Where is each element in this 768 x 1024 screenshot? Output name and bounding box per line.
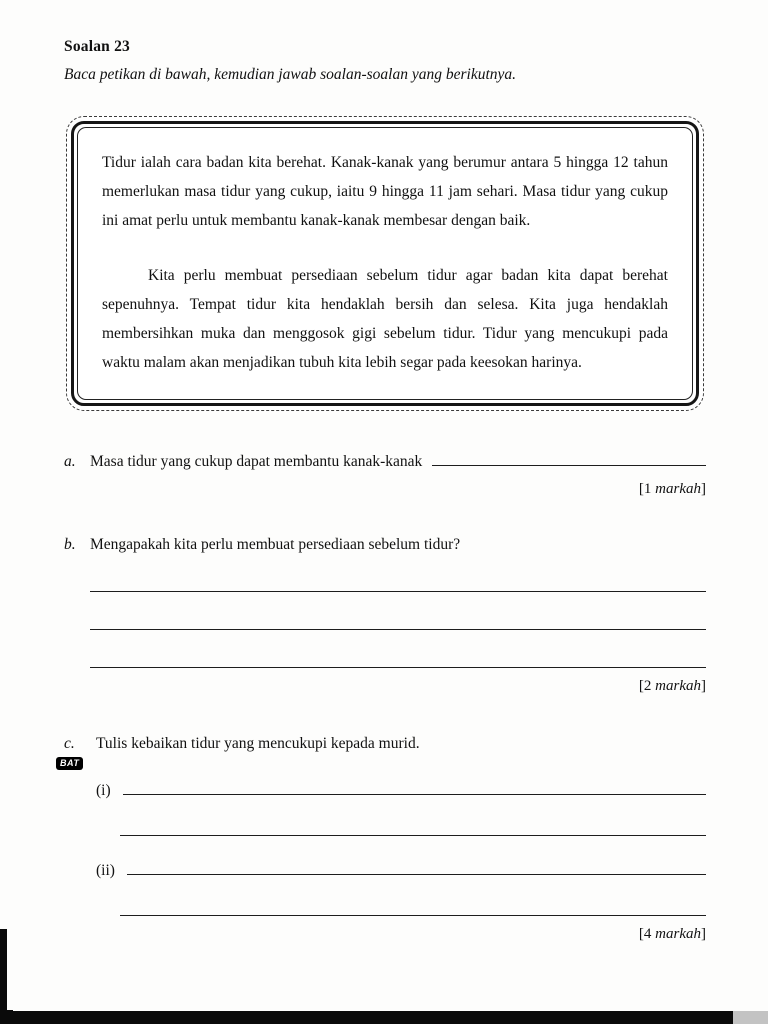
question-a: [64, 451, 706, 471]
marks-c-word: markah: [655, 926, 701, 943]
sub-ii-label: (ii): [96, 862, 115, 880]
passage-paragraph-2: Kita perlu membuat persediaan sebelum tidur agar badan kita dapat berehat sepenuhnya. Tempat tidur kita hendaklah bersih dan selesa. Kita juga hendaklah membersihkan muka dan menggosok gigi sebelum tidur. Tidur yang mencukupi pada waktu malam akan menjadikan tubuh kita lebih segar pada keesokan harinya.: [102, 267, 668, 371]
passage-box: [66, 116, 704, 411]
marks-b-bracket-close: ]: [701, 677, 706, 694]
answer-line-c-ii-1: [127, 860, 706, 875]
question-c-section: [60, 734, 706, 943]
instruction-text: Baca petikan di bawah, kemudian jawab soalan-soalan yang berikutnya.: [64, 66, 517, 83]
question-a-text: Masa tidur yang cukup dapat membantu kanak-kanak: [90, 452, 423, 470]
marks-b-word: markah: [655, 677, 701, 694]
marks-b: [64, 678, 706, 695]
question-b: [64, 536, 706, 554]
question-c: [64, 735, 706, 753]
marks-a: [64, 481, 706, 498]
passage-box-inner: [77, 127, 693, 400]
question-c-sub-ii: [96, 860, 706, 880]
question-b-label: b.: [64, 535, 76, 553]
marks-a-bracket-close: ]: [701, 480, 706, 497]
question-number-title: Soalan 23: [64, 38, 130, 55]
marks-c-bracket-close: ]: [701, 926, 706, 943]
question-c-sub-i: [96, 781, 706, 801]
scan-artifact-bottom-bar: [0, 1011, 733, 1024]
scan-artifact-left-bar: [0, 929, 7, 1013]
answer-line-a: [432, 451, 706, 466]
question-b-text: Mengapakah kita perlu membuat persediaan sebelum tidur?: [90, 535, 461, 553]
sub-i-label: (i): [96, 782, 111, 800]
question-a-label: a.: [64, 452, 76, 470]
scan-artifact-bottom-right: [733, 1011, 768, 1024]
passage-box-border: [71, 121, 699, 406]
answer-line-c-i-1: [123, 781, 706, 796]
question-b-section: [64, 536, 706, 695]
answer-line-c-ii-2: [120, 896, 706, 916]
answer-line-b-1: [90, 554, 706, 592]
marks-c-bracket-open: [4: [638, 926, 656, 943]
marks-a-word: markah: [655, 480, 701, 497]
passage-paragraph-1: Tidur ialah cara badan kita berehat. Kanak-kanak yang berumur antara 5 hingga 12 tahun memerlukan masa tidur yang cukup, iaitu 9 hingga 11 jam sehari. Masa tidur yang cukup ini amat perlu untuk membantu kanak-kanak membesar dengan baik.: [102, 154, 668, 229]
question-c-label: c.: [64, 734, 75, 752]
question-a-section: [64, 451, 706, 498]
bat-badge: BAT: [56, 757, 83, 770]
answer-line-c-i-2: [120, 816, 706, 836]
question-b-answer-lines: [90, 554, 706, 668]
marks-c: [64, 926, 706, 943]
answer-line-b-2: [90, 592, 706, 630]
question-c-text: Tulis kebaikan tidur yang mencukupi kepada murid.: [96, 734, 420, 752]
marks-a-bracket-open: [1: [638, 480, 656, 497]
marks-b-bracket-open: [2: [638, 677, 656, 694]
answer-line-b-3: [90, 630, 706, 668]
